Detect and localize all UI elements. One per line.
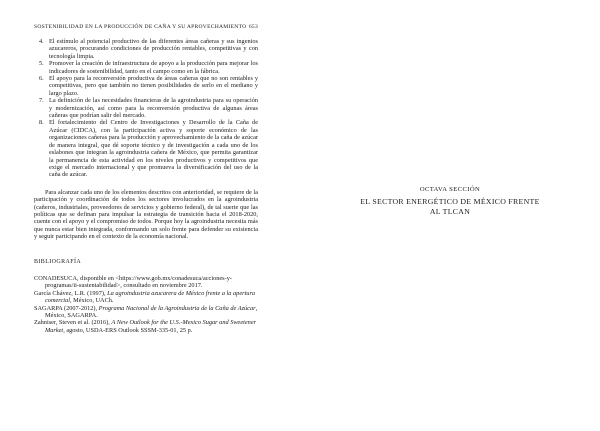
list-item-number: 7. (39, 97, 44, 105)
numbered-list (34, 38, 258, 179)
left-page-body (34, 38, 258, 334)
section-title: EL SECTOR ENERGÉTICO DE MÉXICO FRENTE AL TLCAN (360, 197, 540, 216)
bib-entry-title: La agroindustria azucarera de México frente a la apertura comercial (45, 289, 256, 305)
running-head-title: SOSTENIBILIDAD EN LA PRODUCCIÓN DE CAÑA Y SU APROVECHAMIENTO (34, 24, 247, 30)
list-item-text: El estímulo al potencial productivo de las diferentes áreas cañeras y sus ingenios azucareros, procurando condiciones de producción rentables, competitivas y con tecnología limpia. (49, 38, 258, 60)
list-item-text: El apoyo para la reconversión productiva de áreas cañeras que no son rentables y competitivas, pero que también no tienen posibilidades de serlo en el mediano y largo plazo. (49, 75, 258, 97)
list-item (34, 119, 258, 178)
list-item (34, 97, 258, 119)
right-page (300, 0, 600, 431)
list-item (34, 38, 258, 60)
bibliography-entry (34, 275, 258, 290)
running-head (34, 24, 258, 30)
list-item-text: La definición de las necesidades financieras de la agroindustria para su operación y modernización, así como para la reconversión productiva de algunas áreas cañeras que podrían salir del mercado. (49, 97, 258, 120)
bib-entry-author: García Chávez, L.R. (1997), (34, 289, 108, 297)
list-item-number: 5. (39, 60, 44, 68)
bibliography-list (34, 275, 258, 334)
body-paragraph: Para alcanzar cada uno de los elementos descritos con anterioridad, se requiere de la participación y coordinación de todos los sectores involucrados en la agroindustria (cañeros, industriales, proveedores de servicios y gobierno federal), de tal suerte que las políticas que se definan para impulsar la estrategia de transición hacia el 2018-2020, cuente con el apoyo y el compromiso de todos. Porque hoy la agroindustria necesita más que nunca estar bien integrada, conformando un solo frente para defender su existencia y seguir participando en el contexto de la economía nacional. (34, 188, 258, 241)
bib-entry-title: Programa Nacional de la Agroindustria de la Caña de Azúcar (98, 304, 256, 312)
page-number: 653 (248, 24, 258, 30)
bib-entry-title: A New Outlook for the U.S.-Mexico Sugar and Sweetener Market (45, 319, 257, 334)
bib-entry-publisher: , México, SAGARPA. (45, 304, 258, 319)
section-label: OCTAVA SECCIÓN (419, 186, 481, 193)
list-item (34, 60, 258, 75)
bib-entry-author: Zahniser, Steven et al. (2016), (34, 319, 112, 327)
bib-entry-author: SAGARPA (2007-2012), (34, 304, 99, 312)
list-item-number: 4. (39, 38, 44, 45)
bib-entry-publisher: , agosto, USDA-ERS Outlook SSSM-335-01, 25 p. (63, 326, 193, 334)
bibliography-entry (34, 305, 258, 320)
bib-entry-publisher: , México, UACh. (69, 297, 114, 305)
bib-entry-text: CONADESUCA, disponible en <https://www.gob.mx/conadesuca/acciones-y-programas/ii-sustentabilidad>, consultado en noviembre 2017. (34, 274, 232, 290)
bibliography-entry (34, 290, 258, 305)
list-item-number: 8. (39, 119, 44, 127)
list-item (34, 75, 258, 97)
list-item-text: El fortalecimiento del Centro de Investigaciones y Desarrollo de la Caña de Azúcar (CIDCA), con la participación activa y soporte económico de las organizaciones cañeras para la producción y aprovechamiento de la caña de azúcar de manera integral, que dé soporte técnico y de investigación a cada uno de los eslabones que integran la agroindustria cañera de México, que permita garantizar la permanencia de esta actividad en los niveles productivos y competitivos que exige el mercado internacional y que promueva la diversificación del uso de la caña de azúcar. (49, 119, 258, 179)
list-item-number: 6. (39, 75, 44, 83)
bibliography-heading: BIBLIOGRAFÍA (34, 258, 82, 265)
bibliography-entry (34, 319, 258, 334)
list-item-text: Promover la creación de infraestructura de apoyo a la producción para mejorar los indicadores de sostenibilidad, tanto en el campo como en la fábrica. (49, 60, 258, 75)
